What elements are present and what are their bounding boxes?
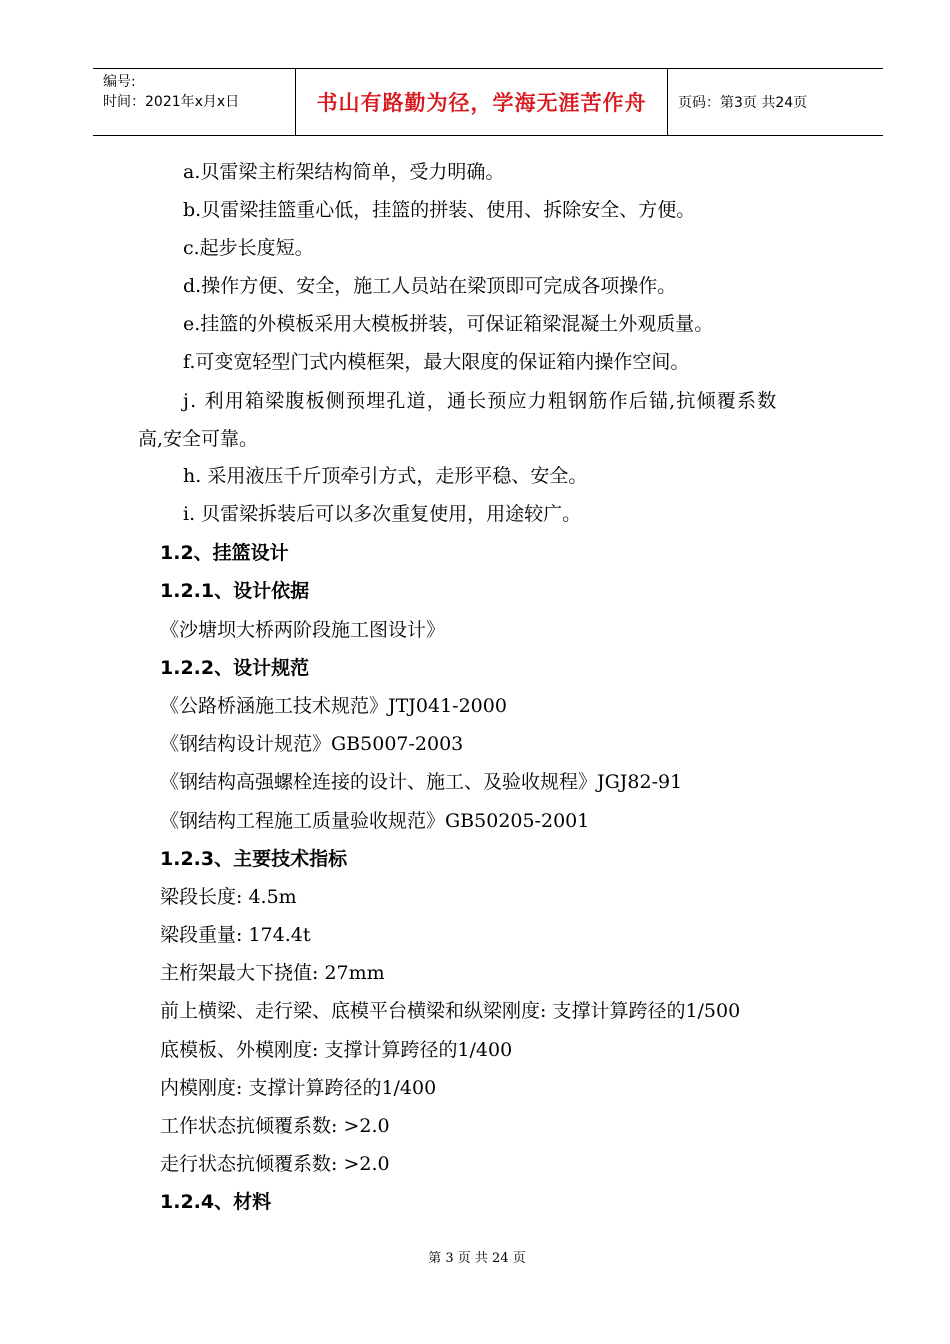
- section-heading-1-2-3: 1.2.3、主要技术指标: [160, 848, 348, 870]
- page-footer: 第 3 页 共 24 页: [428, 1251, 526, 1266]
- feature-item-f: f.可变宽轻型门式内模框架，最大限度的保证箱内操作空间。: [183, 351, 690, 373]
- feature-item-e: e.挂篮的外模板采用大模板拼装，可保证箱梁混凝土外观质量。: [183, 313, 714, 335]
- spec-item: 工作状态抗倾覆系数: >2.0: [160, 1115, 390, 1137]
- section-heading-1-2-2: 1.2.2、设计规范: [160, 657, 310, 679]
- section-heading-1-2-1: 1.2.1、设计依据: [160, 580, 310, 602]
- header-page-label: 页码：第3页 共24页: [678, 95, 808, 111]
- spec-item: 前上横梁、走行梁、底模平台横梁和纵梁刚度: 支撑计算跨径的1/500: [160, 1000, 741, 1022]
- standard-item: 《钢结构工程施工质量验收规范》GB50205-2001: [160, 810, 590, 832]
- feature-item-d: d.操作方便、安全，施工人员站在梁顶即可完成各项操作。: [183, 275, 677, 297]
- feature-item-j-cont: 高,安全可靠。: [138, 428, 259, 450]
- feature-item-a: a.贝雷梁主桁架结构简单，受力明确。: [183, 161, 505, 183]
- header-meta: [93, 69, 295, 135]
- feature-item-i: i. 贝雷梁拆装后可以多次重复使用，用途较广。: [183, 503, 582, 525]
- feature-item-j: j. 利用箱梁腹板侧预埋孔道，通长预应力粗钢筋作后锚,抗倾覆系数: [183, 390, 778, 412]
- spec-item: 主桁架最大下挠值: 27mm: [160, 962, 385, 984]
- number-label: 编号:: [103, 74, 136, 90]
- spec-item: 梁段长度: 4.5m: [160, 886, 297, 908]
- spec-item: 内模刚度: 支撑计算跨径的1/400: [160, 1077, 437, 1099]
- feature-item-h: h. 采用液压千斤顶牵引方式，走形平稳、安全。: [183, 465, 588, 487]
- feature-item-b: b.贝雷梁挂篮重心低，挂篮的拼装、使用、拆除安全、方便。: [183, 199, 696, 221]
- standard-item: 《钢结构设计规范》GB5007-2003: [160, 733, 464, 755]
- spec-item: 底模板、外模刚度: 支撑计算跨径的1/400: [160, 1039, 513, 1061]
- time-label: 时间：2021年x月x日: [103, 94, 240, 110]
- header-motto: 书山有路勤为径，学海无涯苦作舟: [295, 69, 668, 135]
- spec-item: 走行状态抗倾覆系数: >2.0: [160, 1153, 390, 1175]
- spec-item: 梁段重量: 174.4t: [160, 924, 311, 946]
- standard-item: 《公路桥涵施工技术规范》JTJ041-2000: [160, 695, 507, 717]
- design-basis: 《沙塘坝大桥两阶段施工图设计》: [160, 619, 446, 641]
- page-header: [93, 68, 883, 136]
- feature-item-c: c.起步长度短。: [183, 237, 314, 259]
- section-heading-1-2-4: 1.2.4、材料: [160, 1191, 272, 1213]
- section-heading-1-2: 1.2、挂篮设计: [160, 542, 289, 564]
- standard-item: 《钢结构高强螺栓连接的设计、施工、及验收规程》JGJ82-91: [160, 771, 683, 793]
